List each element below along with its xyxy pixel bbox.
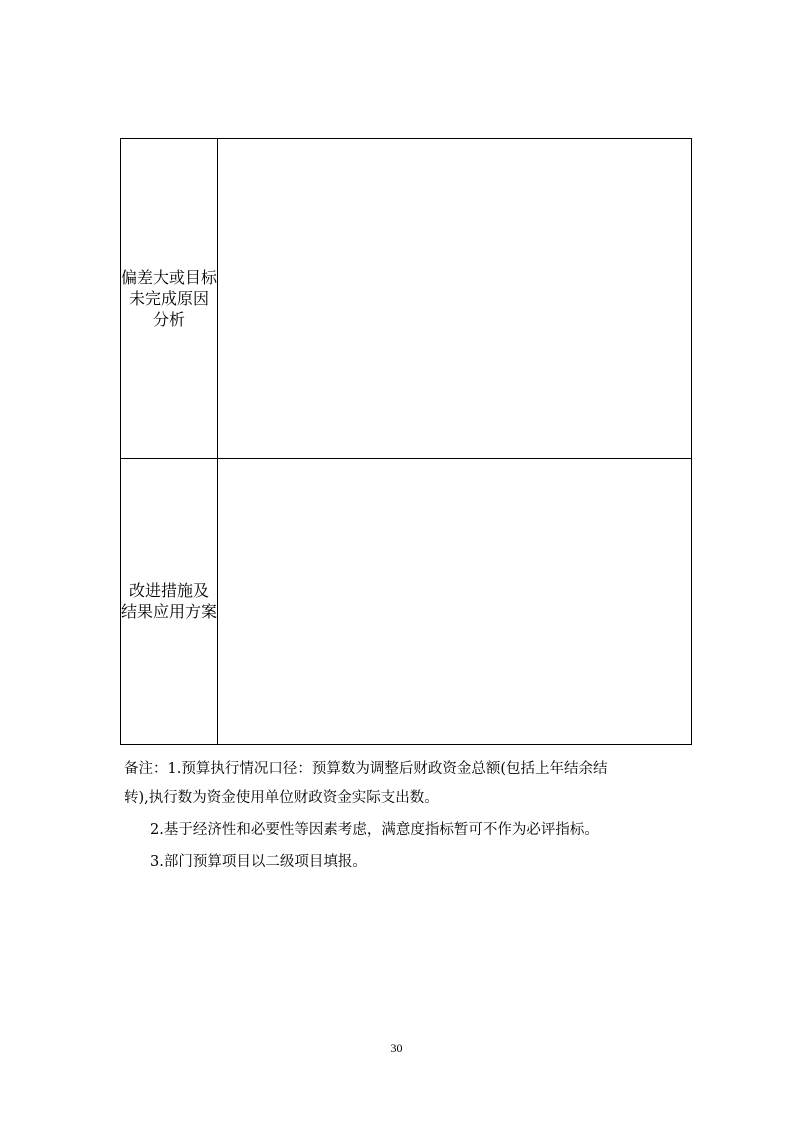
improvement-plan-content[interactable] bbox=[218, 458, 692, 744]
page-number: 30 bbox=[390, 1041, 403, 1055]
deviation-analysis-content[interactable] bbox=[218, 139, 692, 459]
deviation-analysis-label bbox=[121, 139, 218, 459]
improvement-plan-row bbox=[121, 458, 692, 744]
label-line: 结果应用方案 bbox=[121, 602, 218, 622]
remarks-section bbox=[124, 755, 684, 877]
deviation-analysis-row bbox=[121, 139, 692, 459]
label-line: 偏差大或目标 bbox=[121, 267, 218, 287]
note-2: 2.基于经济性和必要性等因素考虑，满意度指标暂可不作为必评指标。 bbox=[150, 822, 599, 838]
improvement-plan-label bbox=[121, 458, 218, 744]
note-1-line-1: 备注：1.预算执行情况口径：预算数为调整后财政资金总额(包括上年结余结 bbox=[124, 761, 608, 777]
label-line: 改进措施及 bbox=[128, 581, 209, 601]
label-line: 未完成原因 bbox=[128, 288, 209, 308]
evaluation-form-table bbox=[120, 138, 692, 745]
note-1-line-2: 转),执行数为资金使用单位财政资金实际支出数。 bbox=[124, 790, 439, 806]
note-3: 3.部门预算项目以二级项目填报。 bbox=[150, 854, 367, 870]
label-line: 分析 bbox=[152, 309, 185, 329]
